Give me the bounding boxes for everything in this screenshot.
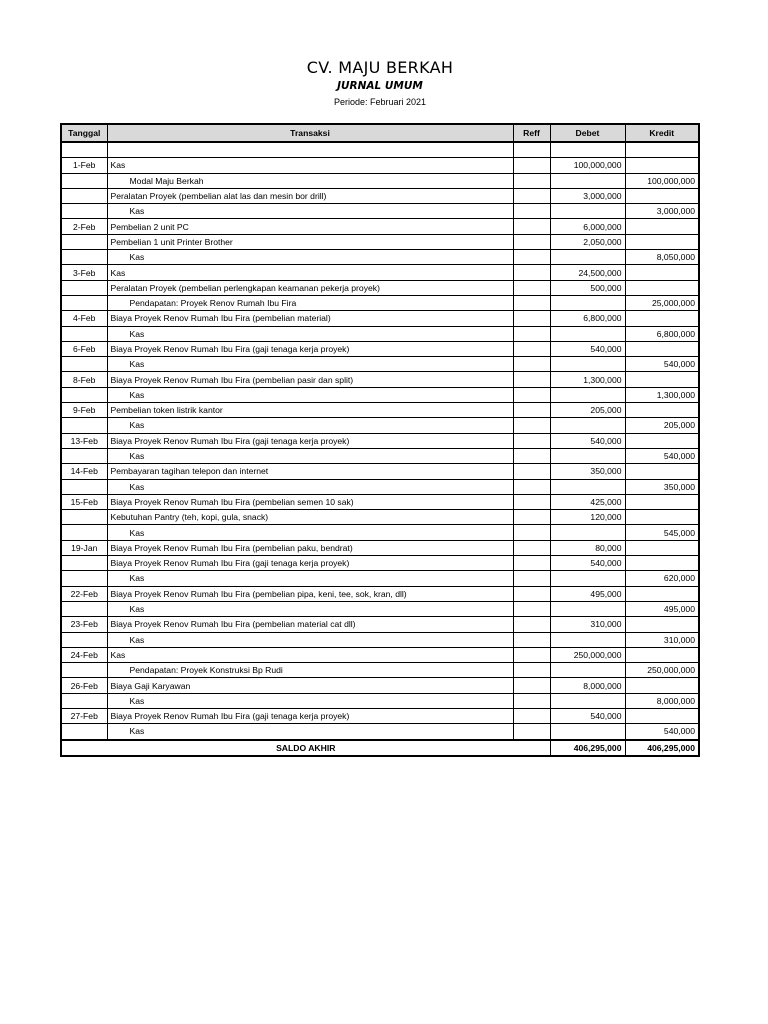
debit-cell <box>550 204 625 219</box>
date-cell: 8-Feb <box>61 372 107 387</box>
ref-cell <box>513 510 550 525</box>
ref-cell <box>513 632 550 647</box>
table-row <box>61 173 699 188</box>
date-cell: 19-Jan <box>61 540 107 555</box>
transaction-cell: Pembayaran tagihan telepon dan internet <box>107 464 513 479</box>
credit-cell <box>625 586 699 601</box>
company-name: CV. MAJU BERKAH <box>306 58 454 77</box>
total-row <box>61 740 699 756</box>
ref-cell <box>513 341 550 356</box>
debit-cell: 250,000,000 <box>550 647 625 662</box>
transaction-cell: Kas <box>107 693 513 708</box>
table-row <box>61 234 699 249</box>
column-header-transaction: Transaksi <box>107 124 513 142</box>
date-cell: 23-Feb <box>61 617 107 632</box>
table-row <box>61 219 699 234</box>
debit-cell <box>550 418 625 433</box>
debit-cell <box>550 693 625 708</box>
table-row <box>61 708 699 723</box>
transaction-cell: Kas <box>107 479 513 494</box>
debit-cell <box>550 601 625 616</box>
date-cell <box>61 663 107 678</box>
date-cell: 3-Feb <box>61 265 107 280</box>
date-cell <box>61 326 107 341</box>
transaction-cell: Modal Maju Berkah <box>107 173 513 188</box>
column-header-credit: Kredit <box>625 124 699 142</box>
credit-cell <box>625 647 699 662</box>
credit-cell <box>625 494 699 509</box>
credit-cell <box>625 556 699 571</box>
table-row <box>61 280 699 295</box>
credit-cell: 540,000 <box>625 448 699 463</box>
credit-cell: 8,000,000 <box>625 693 699 708</box>
ref-cell <box>513 403 550 418</box>
debit-cell <box>550 295 625 310</box>
credit-cell <box>625 265 699 280</box>
ref-cell <box>513 693 550 708</box>
credit-cell <box>625 678 699 693</box>
credit-cell <box>625 311 699 326</box>
credit-cell: 8,050,000 <box>625 250 699 265</box>
date-cell <box>61 571 107 586</box>
ref-cell <box>513 464 550 479</box>
debit-cell <box>550 387 625 402</box>
transaction-cell: Peralatan Proyek (pembelian perlengkapan keamanan pekerja proyek) <box>107 280 513 295</box>
transaction-cell: Pembelian 1 unit Printer Brother <box>107 234 513 249</box>
table-row <box>61 204 699 219</box>
transaction-cell: Biaya Proyek Renov Rumah Ibu Fira (pembelian paku, bendrat) <box>107 540 513 555</box>
credit-cell: 495,000 <box>625 601 699 616</box>
debit-cell: 120,000 <box>550 510 625 525</box>
transaction-cell: Kas <box>107 448 513 463</box>
transaction-cell: Kas <box>107 387 513 402</box>
date-cell <box>61 387 107 402</box>
credit-cell: 205,000 <box>625 418 699 433</box>
credit-cell: 540,000 <box>625 724 699 740</box>
transaction-cell: Biaya Proyek Renov Rumah Ibu Fira (gaji tenaga kerja proyek) <box>107 708 513 723</box>
date-cell <box>61 724 107 740</box>
transaction-cell: Biaya Proyek Renov Rumah Ibu Fira (gaji tenaga kerja proyek) <box>107 433 513 448</box>
ref-cell <box>513 663 550 678</box>
transaction-cell: Biaya Proyek Renov Rumah Ibu Fira (gaji tenaga kerja proyek) <box>107 556 513 571</box>
debit-cell: 8,000,000 <box>550 678 625 693</box>
transaction-cell: Biaya Gaji Karyawan <box>107 678 513 693</box>
debit-cell: 350,000 <box>550 464 625 479</box>
debit-cell: 6,000,000 <box>550 219 625 234</box>
table-row <box>61 556 699 571</box>
debit-cell <box>550 250 625 265</box>
debit-cell: 495,000 <box>550 586 625 601</box>
transaction-cell: Kas <box>107 158 513 173</box>
ref-cell <box>513 556 550 571</box>
credit-cell <box>625 280 699 295</box>
table-row <box>61 387 699 402</box>
date-cell <box>61 295 107 310</box>
ref-cell <box>513 617 550 632</box>
table-row <box>61 372 699 387</box>
ref-cell <box>513 173 550 188</box>
credit-cell <box>625 158 699 173</box>
date-cell: 1-Feb <box>61 158 107 173</box>
table-row <box>61 188 699 203</box>
table-row <box>61 265 699 280</box>
debit-cell <box>550 525 625 540</box>
transaction-cell: Kas <box>107 357 513 372</box>
table-row <box>61 448 699 463</box>
table-row <box>61 540 699 555</box>
ref-cell <box>513 433 550 448</box>
table-row <box>61 479 699 494</box>
ref-cell <box>513 142 550 158</box>
table-row <box>61 326 699 341</box>
table-row <box>61 403 699 418</box>
credit-cell: 6,800,000 <box>625 326 699 341</box>
column-header-debit: Debet <box>550 124 625 142</box>
debit-cell: 500,000 <box>550 280 625 295</box>
header-row <box>61 124 699 142</box>
credit-cell <box>625 142 699 158</box>
debit-cell: 205,000 <box>550 403 625 418</box>
transaction-cell: Kas <box>107 724 513 740</box>
debit-cell <box>550 173 625 188</box>
credit-cell: 250,000,000 <box>625 663 699 678</box>
date-cell <box>61 188 107 203</box>
table-row <box>61 357 699 372</box>
transaction-cell: Kas <box>107 418 513 433</box>
transaction-cell: Biaya Proyek Renov Rumah Ibu Fira (pembelian semen 10 sak) <box>107 494 513 509</box>
ref-cell <box>513 219 550 234</box>
table-row <box>61 693 699 708</box>
table-row <box>61 418 699 433</box>
date-cell <box>61 142 107 158</box>
credit-cell: 100,000,000 <box>625 173 699 188</box>
transaction-cell: Kas <box>107 647 513 662</box>
credit-cell: 3,000,000 <box>625 204 699 219</box>
transaction-cell: Kas <box>107 204 513 219</box>
ref-cell <box>513 372 550 387</box>
date-cell <box>61 632 107 647</box>
credit-cell <box>625 188 699 203</box>
transaction-cell: Kas <box>107 525 513 540</box>
date-cell <box>61 479 107 494</box>
debit-cell <box>550 479 625 494</box>
ref-cell <box>513 295 550 310</box>
period-label: Periode: Februari 2021 <box>333 97 427 107</box>
transaction-cell: Biaya Proyek Renov Rumah Ibu Fira (pembelian pipa, keni, tee, sok, kran, dll) <box>107 586 513 601</box>
date-cell: 13-Feb <box>61 433 107 448</box>
document-title: JURNAL UMUM <box>337 80 423 92</box>
transaction-cell: Biaya Proyek Renov Rumah Ibu Fira (pembelian pasir dan split) <box>107 372 513 387</box>
transaction-cell: Kas <box>107 326 513 341</box>
table-row <box>61 311 699 326</box>
credit-cell <box>625 219 699 234</box>
transaction-cell: Biaya Proyek Renov Rumah Ibu Fira (pembelian material cat dll) <box>107 617 513 632</box>
table-row <box>61 632 699 647</box>
ref-cell <box>513 188 550 203</box>
ref-cell <box>513 280 550 295</box>
credit-cell <box>625 341 699 356</box>
column-header-date: Tanggal <box>61 124 107 142</box>
credit-cell <box>625 433 699 448</box>
column-header-ref: Reff <box>513 124 550 142</box>
table-row <box>61 142 699 158</box>
date-cell: 24-Feb <box>61 647 107 662</box>
credit-cell <box>625 234 699 249</box>
table-row <box>61 158 699 173</box>
date-cell: 6-Feb <box>61 341 107 356</box>
date-cell <box>61 204 107 219</box>
credit-cell: 545,000 <box>625 525 699 540</box>
ref-cell <box>513 479 550 494</box>
debit-cell: 80,000 <box>550 540 625 555</box>
date-cell <box>61 510 107 525</box>
date-cell: 27-Feb <box>61 708 107 723</box>
date-cell: 9-Feb <box>61 403 107 418</box>
transaction-cell: Pembelian 2 unit PC <box>107 219 513 234</box>
credit-cell: 350,000 <box>625 479 699 494</box>
transaction-cell: Kas <box>107 250 513 265</box>
document-header <box>0 58 760 108</box>
ref-cell <box>513 724 550 740</box>
debit-cell: 1,300,000 <box>550 372 625 387</box>
transaction-cell: Kas <box>107 265 513 280</box>
debit-cell <box>550 571 625 586</box>
date-cell: 15-Feb <box>61 494 107 509</box>
date-cell: 2-Feb <box>61 219 107 234</box>
debit-cell <box>550 724 625 740</box>
ref-cell <box>513 571 550 586</box>
credit-cell <box>625 510 699 525</box>
table-row <box>61 250 699 265</box>
ref-cell <box>513 311 550 326</box>
table-row <box>61 295 699 310</box>
table-row <box>61 494 699 509</box>
date-cell <box>61 601 107 616</box>
debit-cell: 310,000 <box>550 617 625 632</box>
table-row <box>61 433 699 448</box>
transaction-cell: Kas <box>107 632 513 647</box>
table-row <box>61 617 699 632</box>
ref-cell <box>513 418 550 433</box>
ref-cell <box>513 326 550 341</box>
date-cell <box>61 250 107 265</box>
date-cell <box>61 693 107 708</box>
transaction-cell: Kas <box>107 601 513 616</box>
date-cell <box>61 280 107 295</box>
transaction-cell: Kas <box>107 571 513 586</box>
table-row <box>61 571 699 586</box>
ref-cell <box>513 494 550 509</box>
credit-cell: 310,000 <box>625 632 699 647</box>
ref-cell <box>513 586 550 601</box>
date-cell: 22-Feb <box>61 586 107 601</box>
date-cell: 4-Feb <box>61 311 107 326</box>
ref-cell <box>513 540 550 555</box>
transaction-cell: Biaya Proyek Renov Rumah Ibu Fira (pembelian material) <box>107 311 513 326</box>
date-cell <box>61 418 107 433</box>
table-row <box>61 663 699 678</box>
date-cell <box>61 556 107 571</box>
debit-cell: 540,000 <box>550 556 625 571</box>
debit-cell: 540,000 <box>550 433 625 448</box>
ref-cell <box>513 448 550 463</box>
total-debit: 406,295,000 <box>550 740 625 756</box>
debit-cell: 3,000,000 <box>550 188 625 203</box>
transaction-cell <box>107 142 513 158</box>
ref-cell <box>513 678 550 693</box>
transaction-cell: Kebutuhan Pantry (teh, kopi, gula, snack) <box>107 510 513 525</box>
journal-body <box>61 142 699 740</box>
table-row <box>61 601 699 616</box>
ref-cell <box>513 234 550 249</box>
table-row <box>61 525 699 540</box>
date-cell: 26-Feb <box>61 678 107 693</box>
credit-cell <box>625 708 699 723</box>
ref-cell <box>513 601 550 616</box>
transaction-cell: Peralatan Proyek (pembelian alat las dan mesin bor drill) <box>107 188 513 203</box>
table-row <box>61 647 699 662</box>
credit-cell <box>625 372 699 387</box>
table-row <box>61 510 699 525</box>
transaction-cell: Pendapatan: Proyek Konstruksi Bp Rudi <box>107 663 513 678</box>
ref-cell <box>513 250 550 265</box>
date-cell <box>61 448 107 463</box>
debit-cell: 540,000 <box>550 341 625 356</box>
ref-cell <box>513 387 550 402</box>
table-row <box>61 724 699 740</box>
date-cell <box>61 234 107 249</box>
credit-cell <box>625 403 699 418</box>
total-credit: 406,295,000 <box>625 740 699 756</box>
credit-cell <box>625 464 699 479</box>
debit-cell: 6,800,000 <box>550 311 625 326</box>
debit-cell <box>550 142 625 158</box>
ref-cell <box>513 158 550 173</box>
debit-cell: 540,000 <box>550 708 625 723</box>
credit-cell: 540,000 <box>625 357 699 372</box>
ref-cell <box>513 357 550 372</box>
debit-cell <box>550 326 625 341</box>
credit-cell <box>625 540 699 555</box>
date-cell <box>61 357 107 372</box>
table-row <box>61 586 699 601</box>
table-row <box>61 464 699 479</box>
debit-cell <box>550 632 625 647</box>
date-cell: 14-Feb <box>61 464 107 479</box>
ref-cell <box>513 204 550 219</box>
credit-cell: 1,300,000 <box>625 387 699 402</box>
date-cell <box>61 525 107 540</box>
debit-cell: 24,500,000 <box>550 265 625 280</box>
journal-table <box>60 123 700 757</box>
debit-cell: 425,000 <box>550 494 625 509</box>
date-cell <box>61 173 107 188</box>
credit-cell: 25,000,000 <box>625 295 699 310</box>
total-label: SALDO AKHIR <box>61 740 550 756</box>
debit-cell <box>550 357 625 372</box>
debit-cell <box>550 663 625 678</box>
ref-cell <box>513 525 550 540</box>
table-row <box>61 341 699 356</box>
credit-cell <box>625 617 699 632</box>
debit-cell: 2,050,000 <box>550 234 625 249</box>
transaction-cell: Biaya Proyek Renov Rumah Ibu Fira (gaji tenaga kerja proyek) <box>107 341 513 356</box>
debit-cell <box>550 448 625 463</box>
ref-cell <box>513 647 550 662</box>
transaction-cell: Pendapatan: Proyek Renov Rumah Ibu Fira <box>107 295 513 310</box>
ref-cell <box>513 265 550 280</box>
credit-cell: 620,000 <box>625 571 699 586</box>
ref-cell <box>513 708 550 723</box>
transaction-cell: Pembelian token listrik kantor <box>107 403 513 418</box>
debit-cell: 100,000,000 <box>550 158 625 173</box>
table-row <box>61 678 699 693</box>
